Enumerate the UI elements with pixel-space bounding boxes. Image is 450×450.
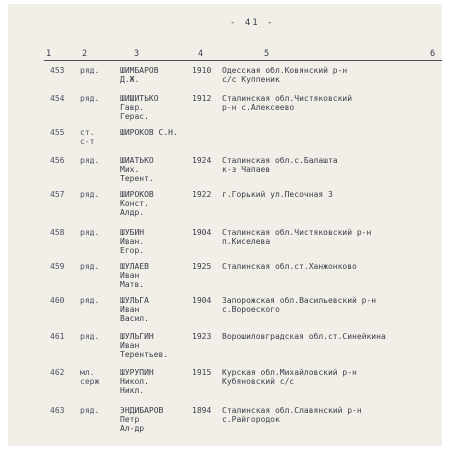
ledger-page [8,4,442,446]
entry-address: г.Горький ул.Песочная 3 [222,190,333,199]
entry-address: Сталинская обл.с.Балашта к-з Чапаев [222,156,338,174]
column-header-1: 1 [46,49,52,59]
entry-name: ШИШИТЬКО Гавр. Герас. [120,94,159,121]
entry-number: 456 [50,156,65,165]
entry-number: 457 [50,190,65,199]
entry-year: 1912 [192,94,212,103]
entry-address: Сталинская обл.Чистяковский р-н п.Киселева [222,228,372,246]
entry-number: 459 [50,262,65,271]
entry-year: 1904 [192,296,212,305]
entry-year: 1915 [192,368,212,377]
entry-address: Курская обл.Михайловский р-н Кубяновский с/с [222,368,357,386]
entry-rank: ряд. [80,156,100,165]
entry-address: Одесская обл.Ковянский р-н с/с Куппеник [222,66,348,84]
entry-year: 1894 [192,406,212,415]
entry-rank: ст. с-т [80,128,95,146]
entry-name: ШИРОКОВ Конст. Алдр. [120,190,154,217]
entry-name: ШУРУПИН Никол. Никл. [120,368,154,395]
entry-name: ШУЛЬГА Иван Васил. [120,296,149,323]
entry-year: 1925 [192,262,212,271]
entry-number: 461 [50,332,65,341]
entry-rank: ряд. [80,296,100,305]
entry-name: ШУЛАЕВ Иван Матв. [120,262,149,289]
entry-name: ШИРОКОВ С.Н. [120,128,178,137]
entry-rank: ряд. [80,94,100,103]
entry-rank: мл. серж [80,368,100,386]
entry-name: ШИАТЬКО Мих. Терент. [120,156,154,183]
column-header-2: 2 [82,49,88,59]
entry-address: Запорожская обл.Васильевский р-н с.Вороеского [222,296,377,314]
entry-number: 454 [50,94,65,103]
entry-address: Сталинская обл.Славянский р-н с.Райгородок [222,406,362,424]
column-header-4: 4 [198,49,204,59]
entry-year: 1922 [192,190,212,199]
entry-year: 1904 [192,228,212,237]
entry-year: 1923 [192,332,212,341]
entry-number: 460 [50,296,65,305]
entry-number: 462 [50,368,65,377]
entry-address: Ворошиловградская обл.ст.Синейкина [222,332,386,341]
entry-number: 458 [50,228,65,237]
entry-year: 1910 [192,66,212,75]
entry-name: ЭНДИБАРОВ Петр Ал-др [120,406,164,433]
entry-number: 463 [50,406,65,415]
column-header-5: 5 [264,49,270,59]
entry-address: Сталинская обл.Чистяковский р-н с.Алексеево [222,94,353,112]
entry-number: 455 [50,128,65,137]
entry-rank: ряд. [80,66,100,75]
entry-rank: ряд. [80,332,100,341]
page-number: - 41 - [230,18,275,28]
entry-name: ШУБИН Иван. Егор. [120,228,145,255]
entry-rank: ряд. [80,228,100,237]
entry-number: 453 [50,66,65,75]
entry-rank: ряд. [80,190,100,199]
column-header-3: 3 [134,49,140,59]
entry-address: Сталинская обл.ст.Ханжонково [222,262,357,271]
entry-year: 1924 [192,156,212,165]
entry-rank: ряд. [80,406,100,415]
entry-rank: ряд. [80,262,100,271]
column-header-6: 6 [430,49,436,59]
entry-name: ШИМБАРОВ Д.Ж. [120,66,159,84]
header-rule [44,60,442,61]
entry-name: ШУЛЬГИН Иван Терентьев. [120,332,169,359]
